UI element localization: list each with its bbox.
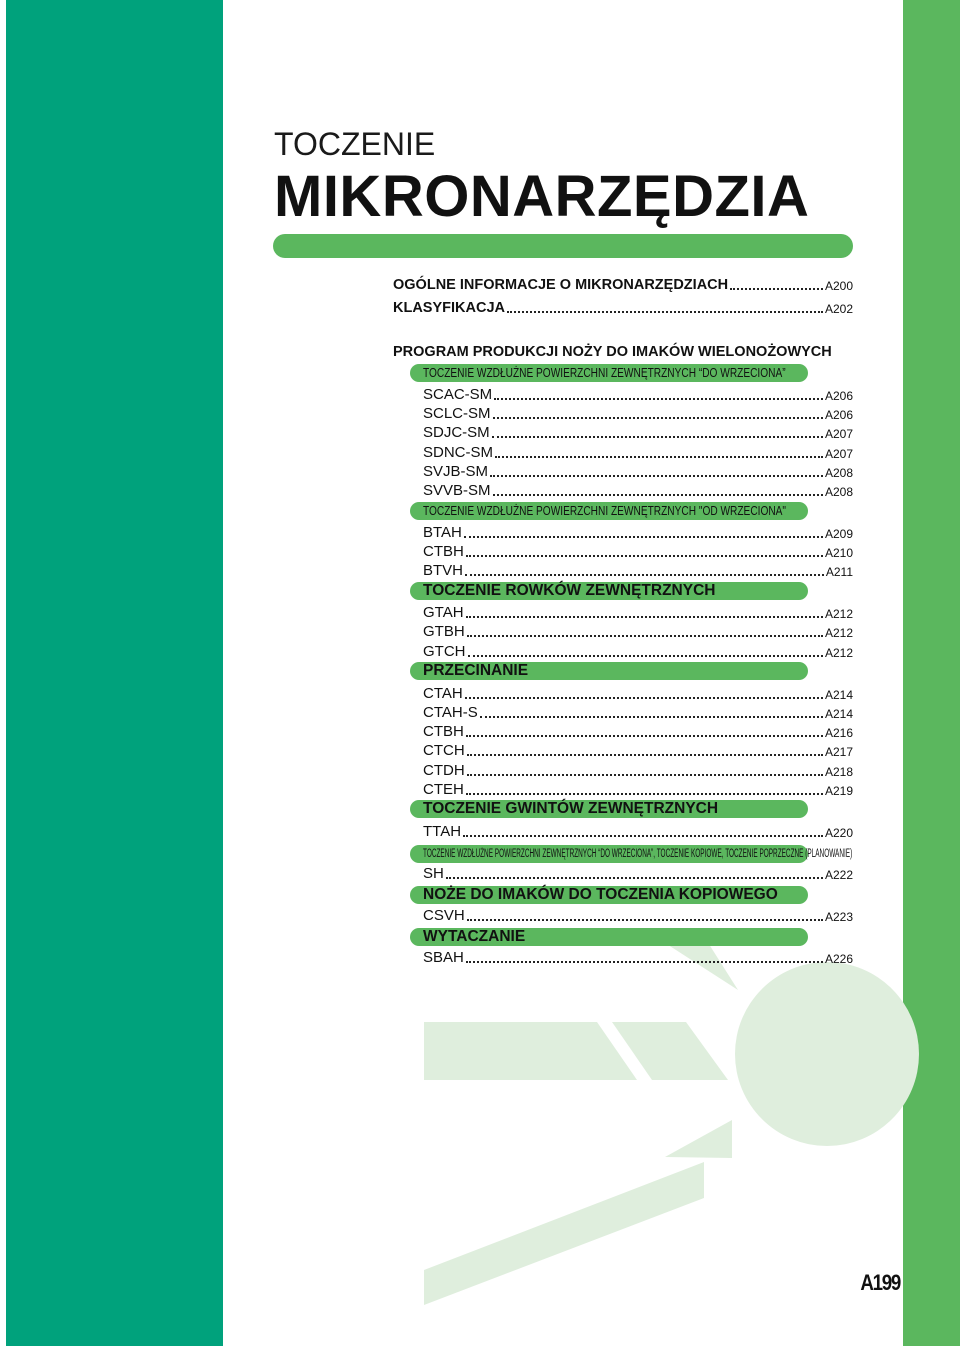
page-subtitle: TOCZENIE: [274, 126, 436, 162]
toc-entry[interactable]: [423, 561, 853, 580]
dot-leader: [465, 574, 824, 576]
toc-entry[interactable]: [423, 481, 853, 500]
section-header: [410, 845, 853, 863]
dot-leader: [490, 475, 823, 477]
section-header: [410, 502, 808, 520]
section-title: TOCZENIE WZDŁUŻNE POWIERZCHNI ZEWNĘTRZNYCH "OD WRZECIONA": [423, 503, 787, 518]
toc-entry-label: BTVH: [423, 562, 464, 579]
toc-entry[interactable]: [423, 603, 853, 622]
toc-entry[interactable]: [423, 741, 853, 760]
dot-leader: [466, 793, 823, 795]
toc-entry[interactable]: [423, 948, 853, 967]
toc-entry[interactable]: [423, 722, 853, 741]
toc-entry-page: A214: [824, 707, 853, 721]
section-header: [410, 886, 808, 904]
toc-entry[interactable]: [423, 780, 853, 799]
toc-entry-label: BTAH: [423, 524, 462, 541]
dot-leader: [495, 456, 823, 458]
section-title: PRZECINANIE: [423, 662, 529, 679]
section-title: TOCZENIE GWINTÓW ZEWNĘTRZNYCH: [423, 800, 719, 817]
toc-entry-general-info[interactable]: [393, 275, 853, 294]
toc-entry-label: GTBH: [423, 623, 465, 640]
toc-entry-page: A208: [824, 485, 853, 499]
toc-entry-label: GTCH: [423, 643, 466, 660]
toc-entry[interactable]: [423, 822, 853, 841]
dot-leader: [467, 919, 823, 921]
toc-entry-label: CTAH: [423, 685, 463, 702]
toc-entry[interactable]: [423, 443, 853, 462]
toc-entry-page: A202: [824, 302, 853, 316]
toc-entry-page: A222: [824, 868, 853, 882]
toc-entry[interactable]: [423, 864, 853, 883]
toc-entry[interactable]: [423, 404, 853, 423]
toc-entry-label: CTAH-S: [423, 704, 478, 721]
dot-leader: [507, 311, 823, 313]
toc-entry-label: KLASYFIKACJA: [393, 300, 505, 316]
toc-entry-label: TTAH: [423, 823, 462, 840]
toc-entry-label: CSVH: [423, 907, 465, 924]
toc-entry-label: SVVB-SM: [423, 482, 491, 499]
toc-entry-label: SDJC-SM: [423, 424, 490, 441]
dot-leader: [467, 635, 823, 637]
toc-entry[interactable]: [423, 462, 853, 481]
toc-entry-page: A218: [824, 765, 853, 779]
dot-leader: [463, 835, 823, 837]
dot-leader: [465, 697, 823, 699]
section-header: [410, 364, 808, 382]
toc-entry-page: A212: [824, 626, 853, 640]
toc-entry-label: CTBH: [423, 723, 464, 740]
dot-leader: [730, 288, 823, 290]
toc-entry-label: OGÓLNE INFORMACJE O MIKRONARZĘDZIACH: [393, 277, 729, 293]
toc-entry-page: A212: [824, 646, 853, 660]
section-title: TOCZENIE ROWKÓW ZEWNĘTRZNYCH: [423, 582, 716, 599]
dot-leader: [466, 735, 823, 737]
section-header: [410, 928, 808, 946]
dot-leader: [494, 398, 823, 400]
toc-entry-label: SBAH: [423, 949, 464, 966]
section-title: TOCZENIE WZDŁUŻNE POWIERZCHNI ZEWNĘTRZNYCH “DO WRZECIONA”: [423, 365, 786, 380]
dot-leader: [493, 494, 823, 496]
dot-leader: [466, 616, 823, 618]
section-header: [410, 800, 808, 818]
toc-entry[interactable]: [423, 385, 853, 404]
dot-leader: [446, 877, 823, 879]
toc-entry-page: A212: [824, 607, 853, 621]
toc-entry[interactable]: [423, 523, 853, 542]
program-heading: PROGRAM PRODUKCJI NOŻY DO IMAKÓW WIELONOŻOWYCH: [393, 344, 832, 360]
toc-entry-label: SDNC-SM: [423, 444, 493, 461]
toc-entry[interactable]: [423, 423, 853, 442]
toc-entry[interactable]: [423, 703, 853, 722]
toc-entry-page: A209: [824, 527, 853, 541]
toc-entry-label: CTDH: [423, 762, 465, 779]
toc-entry-label: CTCH: [423, 742, 465, 759]
section-header: [410, 662, 808, 680]
toc-entry-page: A217: [824, 745, 853, 759]
dot-leader: [493, 417, 823, 419]
toc-entry-page: A206: [824, 389, 853, 403]
toc-entry-label: SCLC-SM: [423, 405, 491, 422]
toc-entry-page: A207: [824, 447, 853, 461]
toc-entry[interactable]: [423, 642, 853, 661]
section-header: [410, 582, 808, 600]
dot-leader: [466, 555, 823, 557]
dot-leader: [480, 716, 823, 718]
toc-entry-label: CTBH: [423, 543, 464, 560]
dot-leader: [492, 436, 823, 438]
toc-entry-classification[interactable]: [393, 298, 853, 317]
toc-entry-page: A216: [824, 726, 853, 740]
toc-entry-page: A210: [824, 546, 853, 560]
toc-entry-page: A220: [824, 826, 853, 840]
toc-entry-page: A214: [824, 688, 853, 702]
dot-leader: [467, 774, 823, 776]
toc-entry[interactable]: [423, 761, 853, 780]
toc-entry-label: SCAC-SM: [423, 386, 493, 403]
toc-entry-page: A200: [824, 279, 853, 293]
toc-entry[interactable]: [423, 622, 853, 641]
toc-entry-page: A207: [824, 427, 853, 441]
toc-entry-page: A223: [824, 910, 853, 924]
toc-entry-label: SVJB-SM: [423, 463, 489, 480]
section-title: TOCZENIE WZDŁUŻNE POWIERZCHNI ZEWNĘTRZNYCH “DO WRZECIONA”, TOCZENIE KOPIOWE, TOCZENIE POPRZECZNE (PLANOWANIE): [423, 848, 853, 860]
page-title: MIKRONARZĘDZIA: [274, 164, 810, 229]
section-title: WYTACZANIE: [423, 928, 526, 945]
toc-entry-page: A226: [824, 952, 853, 966]
section-title: NOŻE DO IMAKÓW DO TOCZENIA KOPIOWEGO: [423, 886, 778, 903]
toc-entry-page: A208: [824, 466, 853, 480]
toc-entry[interactable]: [423, 542, 853, 561]
page-number: A199: [860, 1270, 900, 1295]
toc-entry[interactable]: [423, 684, 853, 703]
toc-entry-label: SH: [423, 865, 444, 882]
toc-entry-page: A206: [824, 408, 853, 422]
dot-leader: [467, 754, 823, 756]
toc-entry-label: CTEH: [423, 781, 464, 798]
toc-entry-page: A211: [825, 565, 853, 579]
dot-leader: [466, 961, 823, 963]
dot-leader: [468, 655, 823, 657]
toc-entry-page: A219: [824, 784, 853, 798]
toc-entry-label: GTAH: [423, 604, 464, 621]
dot-leader: [464, 536, 823, 538]
toc-entry[interactable]: [423, 906, 853, 925]
